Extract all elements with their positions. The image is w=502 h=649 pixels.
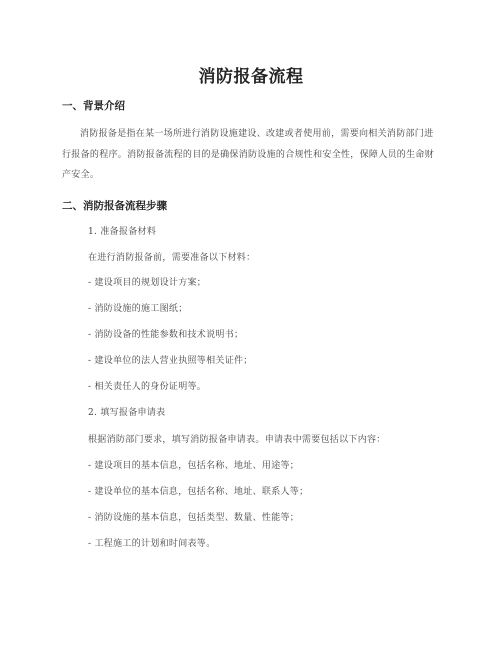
list-item: - 建设单位的基本信息，包括名称、地址、联系人等； xyxy=(88,487,309,497)
step-1-title: 1. 准备报备材料 xyxy=(88,227,157,237)
background-paragraph: 消防报备是指在某一场所进行消防设施建设、改建或者使用前，需要向相关消防部门进行报备的程序。消防报备流程的目的是确保消防设施的合规性和安全性，保障人员的生命财产安全。 xyxy=(62,129,435,180)
list-item: - 消防设施的施工图纸； xyxy=(88,304,188,314)
step-2-intro: 根据消防部门要求，填写消防报备申请表。申请表中需要包括以下内容： xyxy=(88,435,386,445)
step-1-intro: 在进行消防报备前，需要准备以下材料： xyxy=(88,253,256,263)
list-item: - 建设单位的法人营业执照等相关证件； xyxy=(88,356,253,366)
list-item: - 消防设施的基本信息，包括类型、数量、性能等； xyxy=(88,513,300,523)
list-item: - 相关责任人的身份证明等。 xyxy=(88,382,207,392)
section-heading-steps: 二、消防报备流程步骤 xyxy=(62,200,167,212)
list-item: - 建设项目的规划设计方案； xyxy=(88,278,207,288)
list-item: - 消防设备的性能参数和技术说明书； xyxy=(88,330,244,340)
list-item: - 建设项目的基本信息，包括名称、地址、用途等； xyxy=(88,461,300,471)
document-title: 消防报备流程 xyxy=(198,67,304,87)
step-2-title: 2. 填写报备申请表 xyxy=(88,408,166,418)
section-heading-background: 一、背景介绍 xyxy=(62,100,125,112)
list-item: - 工程施工的计划和时间表等。 xyxy=(88,539,216,549)
